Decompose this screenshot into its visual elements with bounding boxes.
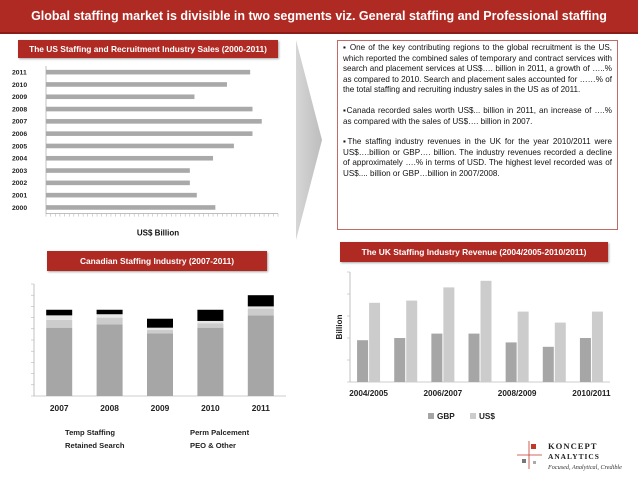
can-bar-2011-retained-search xyxy=(248,306,274,308)
us-tick-2000: 2000 xyxy=(12,204,28,212)
uk-y-label: Billion xyxy=(335,314,344,340)
uk-bar-2010/2011-gbp xyxy=(580,338,591,382)
can-bar-2011-temp-staffing xyxy=(248,315,274,396)
uk-bar-2005/2006-gbp xyxy=(394,338,405,382)
uk-tick-2008/2009: 2008/2009 xyxy=(497,389,537,398)
uk-revenue-chart xyxy=(330,266,620,430)
uk-legend-us: US$ xyxy=(479,412,495,421)
can-bar-2009-peo-other xyxy=(147,319,173,328)
uk-bar-2007/2008-gbp xyxy=(469,334,480,382)
title-underline xyxy=(0,32,638,34)
us-bar-2000 xyxy=(46,205,215,210)
uk-bar-2006/2007-us xyxy=(443,287,454,382)
us-sales-chart xyxy=(10,60,290,240)
can-bar-2007-peo-other xyxy=(46,310,72,316)
us-tick-2002: 2002 xyxy=(12,180,28,188)
us-tick-2005: 2005 xyxy=(12,143,28,151)
commentary-us: ▪ One of the key contributing regions to the global recruitment is the US, which reported the combined sales of temporary and contract services with search and placement services at US$…. billion in 2011, a growth of …..% as compared to 2010. Search and placement sales accounted for ……% of the total staffing and recruiting industry sales in the US as of 2011. xyxy=(343,43,612,95)
us-bar-2010 xyxy=(46,82,227,87)
can-bar-2010-retained-search xyxy=(197,321,223,323)
uk-tick-2006/2007: 2006/2007 xyxy=(423,389,463,398)
can-tick-2010: 2010 xyxy=(201,403,220,413)
us-tick-2001: 2001 xyxy=(12,192,28,200)
uk-tick-2004/2005: 2004/2005 xyxy=(349,389,388,398)
uk-bar-2010/2011-us xyxy=(592,312,603,382)
page-title: Global staffing market is divisible in two segments viz. General staffing and Professional staffing xyxy=(0,0,638,32)
us-tick-2011: 2011 xyxy=(12,69,27,77)
legend-peo-other: PEO & Other xyxy=(190,441,236,450)
can-bar-2008-temp-staffing xyxy=(97,324,123,396)
commentary-canada: ▪Canada recorded sales worth US$... billion in 2011, an increase of ….% as compared with the sales of US$…. billion in 2007. xyxy=(343,105,612,126)
us-tick-2007: 2007 xyxy=(12,118,28,126)
us-tick-2006: 2006 xyxy=(12,130,28,138)
us-bar-2006 xyxy=(46,131,252,136)
can-bar-2010-perm-palcement xyxy=(197,323,223,327)
can-bar-2011-perm-palcement xyxy=(248,309,274,316)
us-bar-2003 xyxy=(46,168,190,173)
uk-legend-swatch-gbp xyxy=(428,413,434,419)
uk-bar-2009/2010-us xyxy=(555,323,566,382)
can-bar-2008-retained-search xyxy=(97,314,123,317)
uk-bar-2006/2007-gbp xyxy=(431,334,442,382)
legend-perm-placement: Perm Palcement xyxy=(190,428,250,437)
can-bar-2007-temp-staffing xyxy=(46,328,72,396)
can-bar-2009-temp-staffing xyxy=(147,333,173,396)
uk-bar-2008/2009-us xyxy=(518,312,529,382)
us-bar-2007 xyxy=(46,119,262,124)
can-bar-2007-perm-palcement xyxy=(46,320,72,328)
uk-bar-2004/2005-us xyxy=(369,303,380,382)
uk-bar-2007/2008-us xyxy=(481,281,492,382)
us-chart-title: The US Staffing and Recruitment Industry Sales (2000-2011) xyxy=(18,40,278,58)
legend-retained-search: Retained Search xyxy=(65,441,125,450)
can-tick-2011: 2011 xyxy=(251,403,270,413)
us-bar-2009 xyxy=(46,94,194,99)
can-tick-2007: 2007 xyxy=(49,403,69,413)
uk-bar-2008/2009-gbp xyxy=(506,342,517,382)
can-bar-2009-perm-palcement xyxy=(147,330,173,333)
us-x-label: US$ Billion xyxy=(136,228,180,238)
us-tick-2003: 2003 xyxy=(12,167,28,175)
canada-industry-chart xyxy=(20,280,290,420)
uk-chart-title: The UK Staffing Industry Revenue (2004/2005-2010/2011) xyxy=(340,242,608,262)
can-bar-2008-perm-palcement xyxy=(97,318,123,325)
us-tick-2004: 2004 xyxy=(12,155,28,163)
company-logo: KONCEPT ANALYTICS Focused, Analytical, Credible xyxy=(512,436,634,478)
arrow-shape xyxy=(296,40,322,240)
commentary-uk: ▪The staffing industry revenues in the UK for the year 2010/2011 were US$….billion or GBP…. billion. The industry revenues recorded a decline of approximately ….% in terms of USD. The highest level recorded was of US$.... billion or GBP…billion in 2007/2008. xyxy=(343,137,612,178)
uk-bar-2004/2005-gbp xyxy=(357,340,368,382)
us-bar-2001 xyxy=(46,193,197,198)
uk-legend-gbp: GBP xyxy=(437,412,455,421)
can-bar-2011-peo-other xyxy=(248,295,274,306)
canada-chart-title: Canadian Staffing Industry (2007-2011) xyxy=(47,251,267,271)
can-tick-2008: 2008 xyxy=(100,403,119,413)
can-bar-2007-retained-search xyxy=(46,315,72,319)
uk-bar-2005/2006-us xyxy=(406,301,417,382)
can-bar-2010-peo-other xyxy=(197,310,223,321)
us-tick-2008: 2008 xyxy=(12,106,28,114)
uk-tick-2010/2011: 2010/2011 xyxy=(572,389,611,398)
us-tick-2009: 2009 xyxy=(12,94,28,102)
us-tick-2010: 2010 xyxy=(12,81,28,89)
logo-mark-icon xyxy=(516,439,544,471)
us-bar-2008 xyxy=(46,107,252,112)
can-tick-2009: 2009 xyxy=(150,403,170,413)
can-bar-2008-peo-other xyxy=(97,310,123,314)
can-bar-2010-temp-staffing xyxy=(197,328,223,396)
legend-temp-staffing: Temp Staffing xyxy=(65,428,116,437)
uk-legend-swatch-us xyxy=(470,413,476,419)
uk-bar-2009/2010-gbp xyxy=(543,347,554,382)
us-bar-2005 xyxy=(46,144,234,149)
can-bar-2009-retained-search xyxy=(147,328,173,330)
us-bar-2002 xyxy=(46,181,190,186)
us-bar-2004 xyxy=(46,156,213,161)
us-bar-2011 xyxy=(46,70,250,75)
commentary-box xyxy=(337,40,618,230)
